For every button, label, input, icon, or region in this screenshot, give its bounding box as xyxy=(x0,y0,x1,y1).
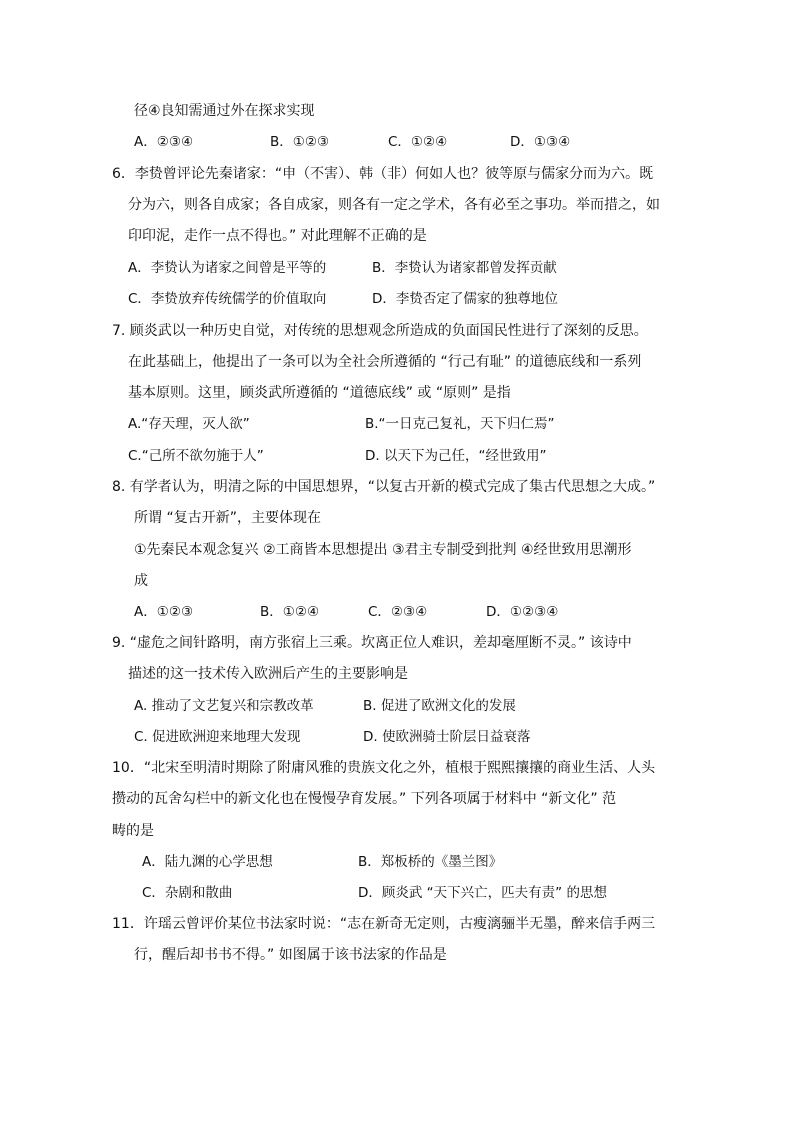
q10-option-b: B．郑板桥的《墨兰图》 xyxy=(358,854,503,870)
q8-option-b: B．①②④ xyxy=(260,604,320,620)
q10-stem-line: 攒动的瓦舍勾栏中的新文化也在慢慢孕育发展。” 下列各项属于材料中 “新文化” 范 xyxy=(112,791,617,807)
q6-option-c: C．李贽放弃传统儒学的价值取向 xyxy=(128,291,327,307)
q10-option-d: D．顾炎武 “天下兴亡，匹夫有责” 的思想 xyxy=(358,885,607,901)
q10-stem-line: 10．“北宋至明清时期除了附庸风雅的贵族文化之外，植根于熙熙攘攘的商业生活、人头 xyxy=(112,760,656,776)
q8-stem-line: 成 xyxy=(134,573,148,589)
q5-option-b: B．①②③ xyxy=(270,134,330,150)
q7-option-c: C.“己所不欲勿施于人” xyxy=(128,448,264,464)
q6-option-d: D．李贽否定了儒家的独尊地位 xyxy=(372,291,558,307)
q10-option-a: A．陆九渊的心学思想 xyxy=(142,854,273,870)
q9-stem-line: 9. “虚危之间针路明，南方张宿上三乘。坎离正位人难识，差却毫厘断不灵。” 该诗中 xyxy=(112,635,632,651)
q9-option-a: A. 推动了文艺复兴和宗教改革 xyxy=(134,698,314,714)
q7-stem-line: 7. 顾炎武以一种历史自觉，对传统的思想观念所造成的负面国民性进行了深刻的反思。 xyxy=(112,323,648,339)
q5-line: 径④良知需通过外在探求实现 xyxy=(134,103,315,119)
q7-option-b: B.“一日克己复礼，天下归仁焉” xyxy=(365,416,555,432)
q5-option-d: D．①③④ xyxy=(510,134,571,150)
q5-option-c: C．①②④ xyxy=(388,134,448,150)
q8-stem-line: ①先秦民本观念复兴 ②工商皆本思想提出 ③君主专制受到批判 ④经世致用思潮形 xyxy=(134,542,632,558)
q5-option-a: A．②③④ xyxy=(134,134,194,150)
q8-option-c: C．②③④ xyxy=(368,604,428,620)
q6-option-b: B．李贽认为诸家都曾发挥贡献 xyxy=(372,260,557,276)
q6-stem-line: 6．李贽曾评论先秦诸家：“申（不害）、韩（非）何如人也？彼等原与儒家分而为六。既 xyxy=(112,166,654,182)
q11-stem-line: 11．许瑶云曾评价某位书法家时说：“志在新奇无定则，古瘦漓骊半无墨，醉来信手两三 xyxy=(112,916,656,932)
q8-stem-line: 8. 有学者认为，明清之际的中国思想界，“以复古开新的模式完成了集古代思想之大成。” xyxy=(112,479,656,495)
q8-option-d: D．①②③④ xyxy=(486,604,559,620)
q7-stem-line: 在此基础上，他提出了一条可以为全社会所遵循的 “行己有耻” 的道德底线和一系列 xyxy=(128,354,642,370)
q11-stem-line: 行，醒后却书书不得。” 如图属于该书法家的作品是 xyxy=(134,947,447,963)
q6-option-a: A．李贽认为诸家之间曾是平等的 xyxy=(128,260,327,276)
q10-stem-line: 畴的是 xyxy=(112,823,154,839)
q7-option-d: D. 以天下为己任，“经世致用” xyxy=(365,448,547,464)
q9-stem-line: 描述的这一技术传入欧洲后产生的主要影响是 xyxy=(128,666,408,682)
q9-option-b: B. 促进了欧洲文化的发展 xyxy=(363,698,516,714)
q10-option-c: C．杂剧和散曲 xyxy=(142,885,233,901)
q7-stem-line: 基本原则。这里，顾炎武所遵循的 “道德底线” 或 “原则” 是指 xyxy=(128,385,511,401)
q8-option-a: A．①②③ xyxy=(134,604,194,620)
q6-stem-line: 分为六，则各自成家；各自成家，则各有一定之学术，各有必至之事功。举而措之，如 xyxy=(128,197,660,213)
q6-stem-line: 印印泥，走作一点不得也。” 对此理解不正确的是 xyxy=(128,228,427,244)
q9-option-c: C. 促进欧洲迎来地理大发现 xyxy=(134,729,301,745)
q7-option-a: A.“存天理，灭人欲” xyxy=(128,416,250,432)
q9-option-d: D. 使欧洲骑士阶层日益衰落 xyxy=(363,729,531,745)
q8-stem-line: 所谓 “复古开新”，主要体现在 xyxy=(134,510,321,526)
